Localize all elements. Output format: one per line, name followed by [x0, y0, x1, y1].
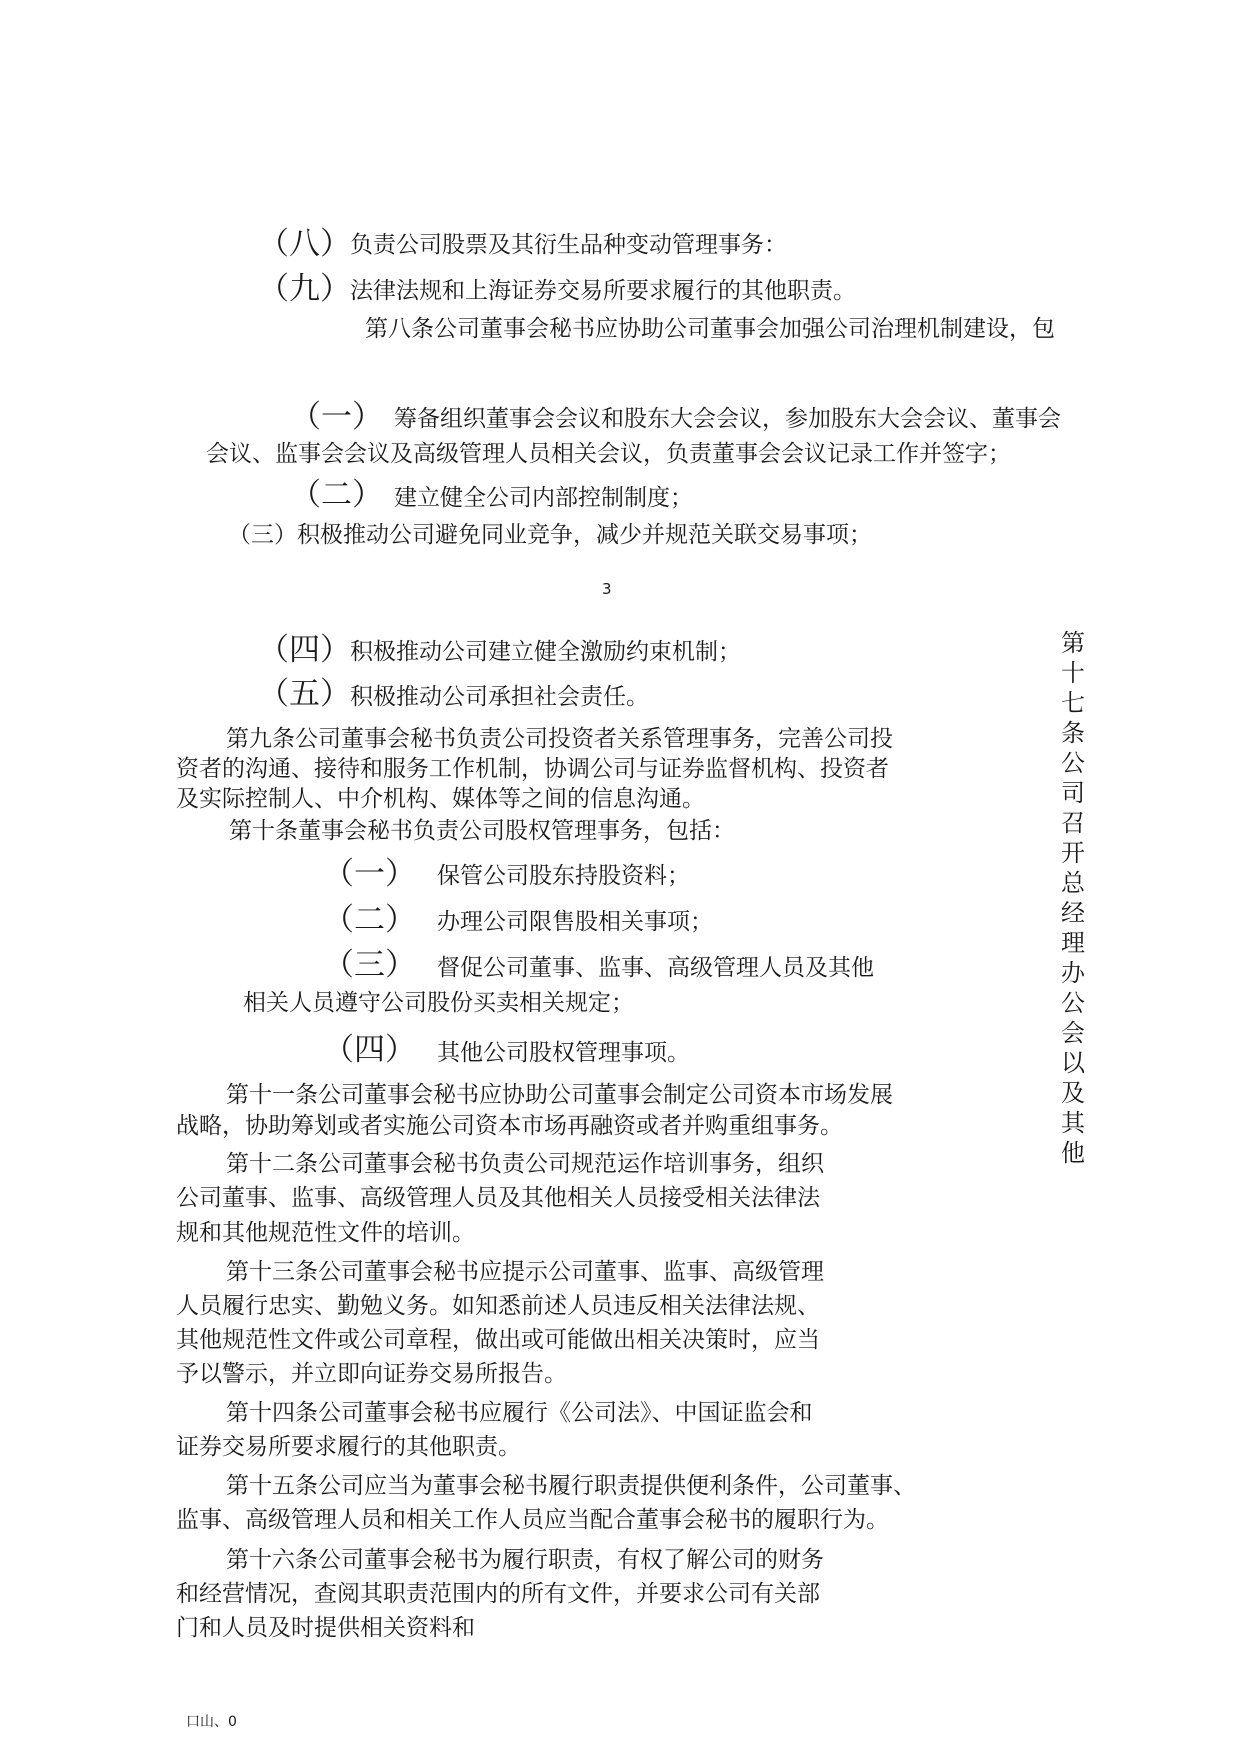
footer-mark: 口山、0	[186, 1714, 237, 1730]
article-11-line-2: 战略，协助筹划或者实施公司资本市场再融资或者并购重组事务。	[176, 1113, 843, 1139]
art8-item-mark-1: （一）	[290, 399, 383, 435]
article-10-intro: 第十条董事会秘书负责公司股权管理事务，包括：	[229, 818, 735, 844]
article-9-line-2: 资者的沟通、接待和服务工作机制，协调公司与证券监督机构、投资者	[176, 756, 889, 782]
art8-item-mark-5: （五）	[258, 676, 351, 712]
article-8-intro: 第八条公司董事会秘书应协助公司董事会加强公司治理机制建设，包	[365, 316, 1055, 342]
art10-item-mark-4: （四）	[323, 1032, 416, 1068]
article-13-line-4: 予以警示，并立即向证券交易所报告。	[176, 1361, 567, 1387]
article-9-line-3: 及实际控制人、中介机构、媒体等之间的信息沟通。	[176, 786, 705, 812]
article-16-line-2: 和经营情况，查阅其职责范围内的所有文件，并要求公司有关部	[176, 1581, 820, 1607]
art10-item-mark-3: （三）	[323, 947, 416, 983]
art10-item-text-2: 办理公司限售股相关事项；	[437, 909, 713, 935]
article-9-line-1: 第九条公司董事会秘书负责公司投资者关系管理事务，完善公司投	[226, 726, 893, 752]
art8-item-text-4: 积极推动公司建立健全激励约束机制；	[350, 639, 741, 665]
side-vertical-text: 第十七条公司召开总经理办公会以及其他	[1061, 629, 1085, 1167]
article-13-line-3: 其他规范性文件或公司章程，做出或可能做出相关决策时，应当	[176, 1327, 820, 1353]
article-15-line-2: 监事、高级管理人员和相关工作人员应当配合董事会秘书的履职行为。	[176, 1507, 889, 1533]
article-16-line-1: 第十六条公司董事会秘书为履行职责，有权了解公司的财务	[226, 1547, 824, 1573]
article-11-line-1: 第十一条公司董事会秘书应协助公司董事会制定公司资本市场发展	[226, 1082, 893, 1108]
article-13-line-1: 第十三条公司董事会秘书应提示公司董事、监事、高级管理	[226, 1259, 824, 1285]
item-text-9: 法律法规和上海证券交易所要求履行的其他职责。	[350, 278, 856, 304]
page-number: 3	[602, 580, 612, 598]
art8-item-mark-4: （四）	[258, 632, 351, 668]
article-16-line-3: 门和人员及时提供相关资料和	[176, 1615, 475, 1641]
article-12-line-1: 第十二条公司董事会秘书负责公司规范运作培训事务，组织	[226, 1151, 824, 1177]
item-mark-8: （八）	[258, 226, 351, 262]
art8-item-3: （三）积极推动公司避免同业竞争，减少并规范关联交易事项；	[228, 522, 872, 548]
art8-item-text-2: 建立健全公司内部控制制度；	[394, 485, 693, 511]
art10-item-text-4: 其他公司股权管理事项。	[437, 1040, 690, 1066]
article-14-line-2: 证券交易所要求履行的其他职责。	[176, 1434, 521, 1460]
art8-item-text-1: 筹备组织董事会会议和股东大会会议，参加股东大会会议、董事会	[394, 406, 1061, 432]
article-12-line-3: 规和其他规范性文件的培训。	[176, 1220, 475, 1246]
item-text-8: 负责公司股票及其衍生品种变动管理事务：	[350, 232, 787, 258]
art10-item-text-1: 保管公司股东持股资料；	[437, 863, 690, 889]
art10-item-text-3: 督促公司董事、监事、高级管理人员及其他	[437, 955, 874, 981]
item-mark-9: （九）	[258, 271, 351, 307]
article-13-line-2: 人员履行忠实、勤勉义务。如知悉前述人员违反相关法律法规、	[176, 1293, 820, 1319]
art10-item-mark-1: （一）	[323, 856, 416, 892]
article-12-line-2: 公司董事、监事、高级管理人员及其他相关人员接受相关法律法	[176, 1185, 820, 1211]
art10-item-cont-3: 相关人员遵守公司股份买卖相关规定；	[243, 990, 634, 1016]
art8-item-cont-1: 会议、监事会会议及高级管理人员相关会议，负责董事会会议记录工作并签字；	[206, 441, 1011, 467]
art8-item-text-5: 积极推动公司承担社会责任。	[350, 684, 649, 710]
art10-item-mark-2: （二）	[323, 902, 416, 938]
art8-item-mark-2: （二）	[290, 477, 383, 513]
article-15-line-1: 第十五条公司应当为董事会秘书履行职责提供便利条件，公司董事、	[226, 1473, 916, 1499]
article-14-line-1: 第十四条公司董事会秘书应履行《公司法》、中国证监会和	[226, 1400, 813, 1426]
